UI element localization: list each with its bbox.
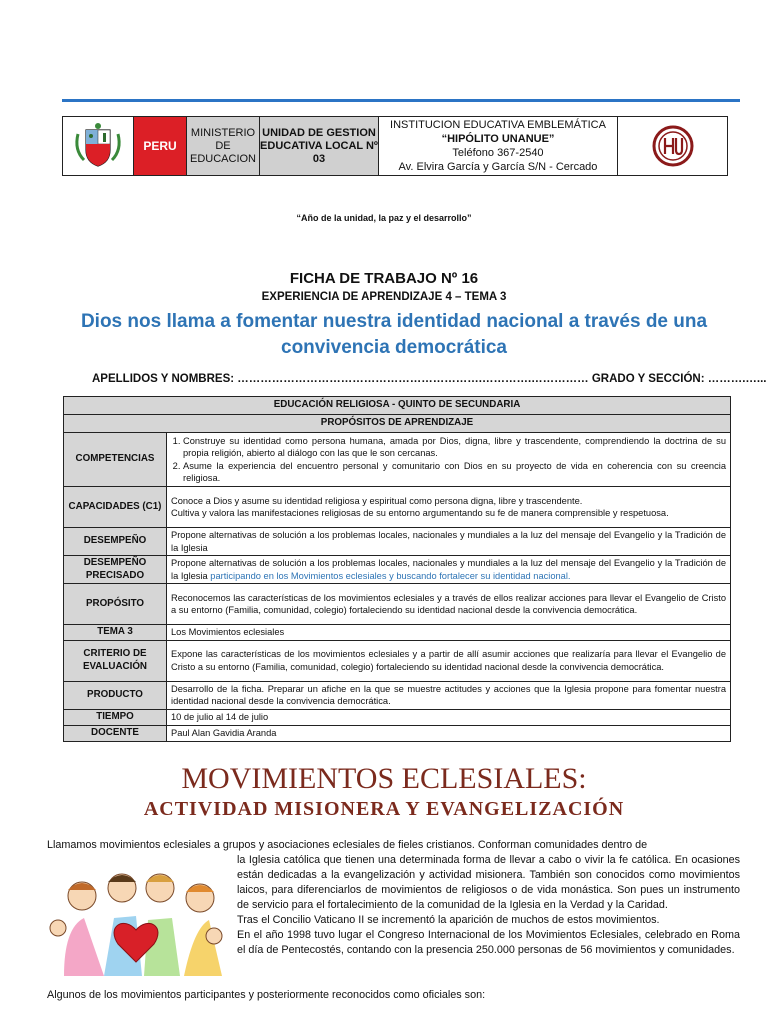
school-logo-icon xyxy=(652,125,694,167)
ficha-title: FICHA DE TRABAJO Nº 16 xyxy=(289,270,479,287)
table-row xyxy=(64,397,731,415)
institution-line1: INSTITUCION EDUCATIVA EMBLEMÁTICA xyxy=(390,119,606,131)
ugel-label: UNIDAD DE GESTION EDUCATIVA LOCAL Nº 03 xyxy=(260,117,379,175)
table-row xyxy=(64,415,731,433)
body-paragraph: la Iglesia católica que tienen una determinada forma de llevar a cabo o vivir la fe católica. En ocasiones están dedicadas a la evangelización y actividad misionera. También son conocidos como movimientos laicos, para diferenciarlos de movimientos de religiosos o de vida monástica. Son pues un instrumento de servicio para el fortalecimiento de la comunidad de la Iglesia en la Verdad y la Caridad. xyxy=(237,854,740,911)
table-row xyxy=(64,709,731,725)
row-label-tiempo: TIEMPO xyxy=(64,709,167,725)
table-heading-course: EDUCACIÓN RELIGIOSA - QUINTO DE SECUNDARIA xyxy=(64,397,731,415)
year-motto: “Año de la unidad, la paz y el desarrollo” xyxy=(296,213,472,223)
row-label-producto: PRODUCTO xyxy=(64,681,167,709)
row-label-capacidades: CAPACIDADES (C1) xyxy=(64,487,167,528)
table-heading-purposes: PROPÓSITOS DE APRENDIZAJE xyxy=(64,415,731,433)
table-row xyxy=(64,625,731,641)
section-subtitle: ACTIVIDAD MISIONERA Y EVANGELIZACIÓN xyxy=(143,798,625,820)
top-rule xyxy=(62,99,740,102)
competencia-item: 1. Construye su identidad como persona humana, amada por Dios, digna, libre y trascendente, comprendiendo la doctrina de su propia religión, abierto al diálogo con las que le son cercanas. xyxy=(183,435,726,460)
header-band xyxy=(62,116,728,176)
capacidad-line: Cultiva y valora las manifestaciones religiosas de su entorno argumentando su fe de manera comprensible y respetuosa. xyxy=(171,508,669,518)
body-first-line: Llamamos movimientos eclesiales a grupos y asociaciones eclesiales de fieles cristianos. Conforman comunidades dentro de xyxy=(47,839,648,851)
desempeno-precisado-cell xyxy=(167,556,731,584)
row-label-proposito: PROPÓSITO xyxy=(64,584,167,625)
row-label-competencias: COMPETENCIAS xyxy=(64,433,167,487)
capacidades-cell xyxy=(167,487,731,528)
row-label-criterio: CRITERIO DE EVALUACIÓN xyxy=(64,640,167,681)
body-paragraph: En el año 1998 tuvo lugar el Congreso Internacional de los Movimientos Eclesiales, celebrado en Roma el día de Pentecostés, contando con la presencia 250.000 personas de 56 movimientos y comunidades. xyxy=(237,929,740,956)
competencias-cell xyxy=(167,433,731,487)
table-row xyxy=(64,556,731,584)
ministry-label: MINISTERIO DE EDUCACION xyxy=(187,117,260,175)
peru-shield-icon xyxy=(70,120,126,172)
experience-subtitle: EXPERIENCIA DE APRENDIZAJE 4 – TEMA 3 xyxy=(261,291,507,303)
producto-cell: Desarrollo de la ficha. Preparar un afiche en la que se muestre actitudes y acciones que la Iglesia propone para fomentar nuestra identidad nacional desde la convivencia democrática. xyxy=(167,681,731,709)
body-paragraph: Tras el Concilio Vaticano II se incrementó la aparición de muchos de estos movimientos. xyxy=(237,914,660,926)
desempeno-precisado-text: Propone alternativas de solución a los problemas locales, nacionales y mundiales a la luz del mensaje del Evangelio y la Tradición de la Iglesia xyxy=(171,558,726,581)
institution-address: Av. Elvira García y García S/N - Cercado xyxy=(398,161,598,173)
docente-cell: Paul Alan Gavidia Aranda xyxy=(167,725,731,741)
table-row xyxy=(64,584,731,625)
row-label-desempeno-precisado: DESEMPEÑO PRECISADO xyxy=(64,556,167,584)
tema-cell: Los Movimientos eclesiales xyxy=(167,625,731,641)
body-paragraphs xyxy=(237,853,740,958)
competencia-item: 2. Asume la experiencia del encuentro personal y comunitario con Dios en su proyecto de vida en coherencia con su creencia religiosa. xyxy=(183,460,726,485)
peru-seal-cell xyxy=(63,117,134,175)
learning-purposes-table xyxy=(63,396,731,742)
institution-name: “HIPÓLITO UNANUE” xyxy=(441,133,555,145)
section-title: MOVIMIENTOS ECLESIALES: xyxy=(181,762,587,795)
row-label-desempeno: DESEMPEÑO xyxy=(64,528,167,556)
desempeno-precisado-highlight: participando en los Movimientos eclesiales y buscando fortalecer su identidad nacional. xyxy=(207,570,571,581)
institution-phone: Teléfono 367-2540 xyxy=(452,147,544,159)
table-row xyxy=(64,433,731,487)
school-logo-cell xyxy=(618,117,727,175)
proposito-cell: Reconocemos las características de los movimientos eclesiales y a través de ellos realizar acciones para llevar el Evangelio de Cristo a su entorno (Familia, comunidad, colegio) fortaleciendo su identidad nacional desde la convivencia democrática. xyxy=(167,584,731,625)
peru-label: PERU xyxy=(134,117,187,175)
criterio-cell: Expone las características de los movimientos eclesiales y a partir de allí asumir acciones que realizaría para llevar el Evangelio de Cristo a su entorno (Familia, comunidad, colegio) fortaleciendo su identidad nacional desde la convivencia democrática. xyxy=(167,640,731,681)
main-title: Dios nos llama a fomentar nuestra identidad nacional a través de una convivencia democrática xyxy=(80,311,708,358)
table-row xyxy=(64,528,731,556)
student-info-line: APELLIDOS Y NOMBRES: ……………………………………………………….………….…………… GRADO Y SECCIÓN: ……….…... xyxy=(92,373,767,385)
table-row xyxy=(64,487,731,528)
body-last-line: Algunos de los movimientos participantes y posteriormente reconocidos como oficiales son: xyxy=(47,989,486,1001)
institution-block xyxy=(379,117,618,175)
table-row xyxy=(64,725,731,741)
table-row xyxy=(64,640,731,681)
desempeno-cell: Propone alternativas de solución a los problemas locales, nacionales y mundiales a la luz del mensaje del Evangelio y la Tradición de la Iglesia xyxy=(167,528,731,556)
table-row xyxy=(64,681,731,709)
row-label-tema: TEMA 3 xyxy=(64,625,167,641)
community-illustration xyxy=(44,858,226,976)
capacidad-line: Conoce a Dios y asume su identidad religiosa y espiritual como persona digna, libre y trascendente. xyxy=(171,495,583,506)
row-label-docente: DOCENTE xyxy=(64,725,167,741)
tiempo-cell: 10 de julio al 14 de julio xyxy=(167,709,731,725)
